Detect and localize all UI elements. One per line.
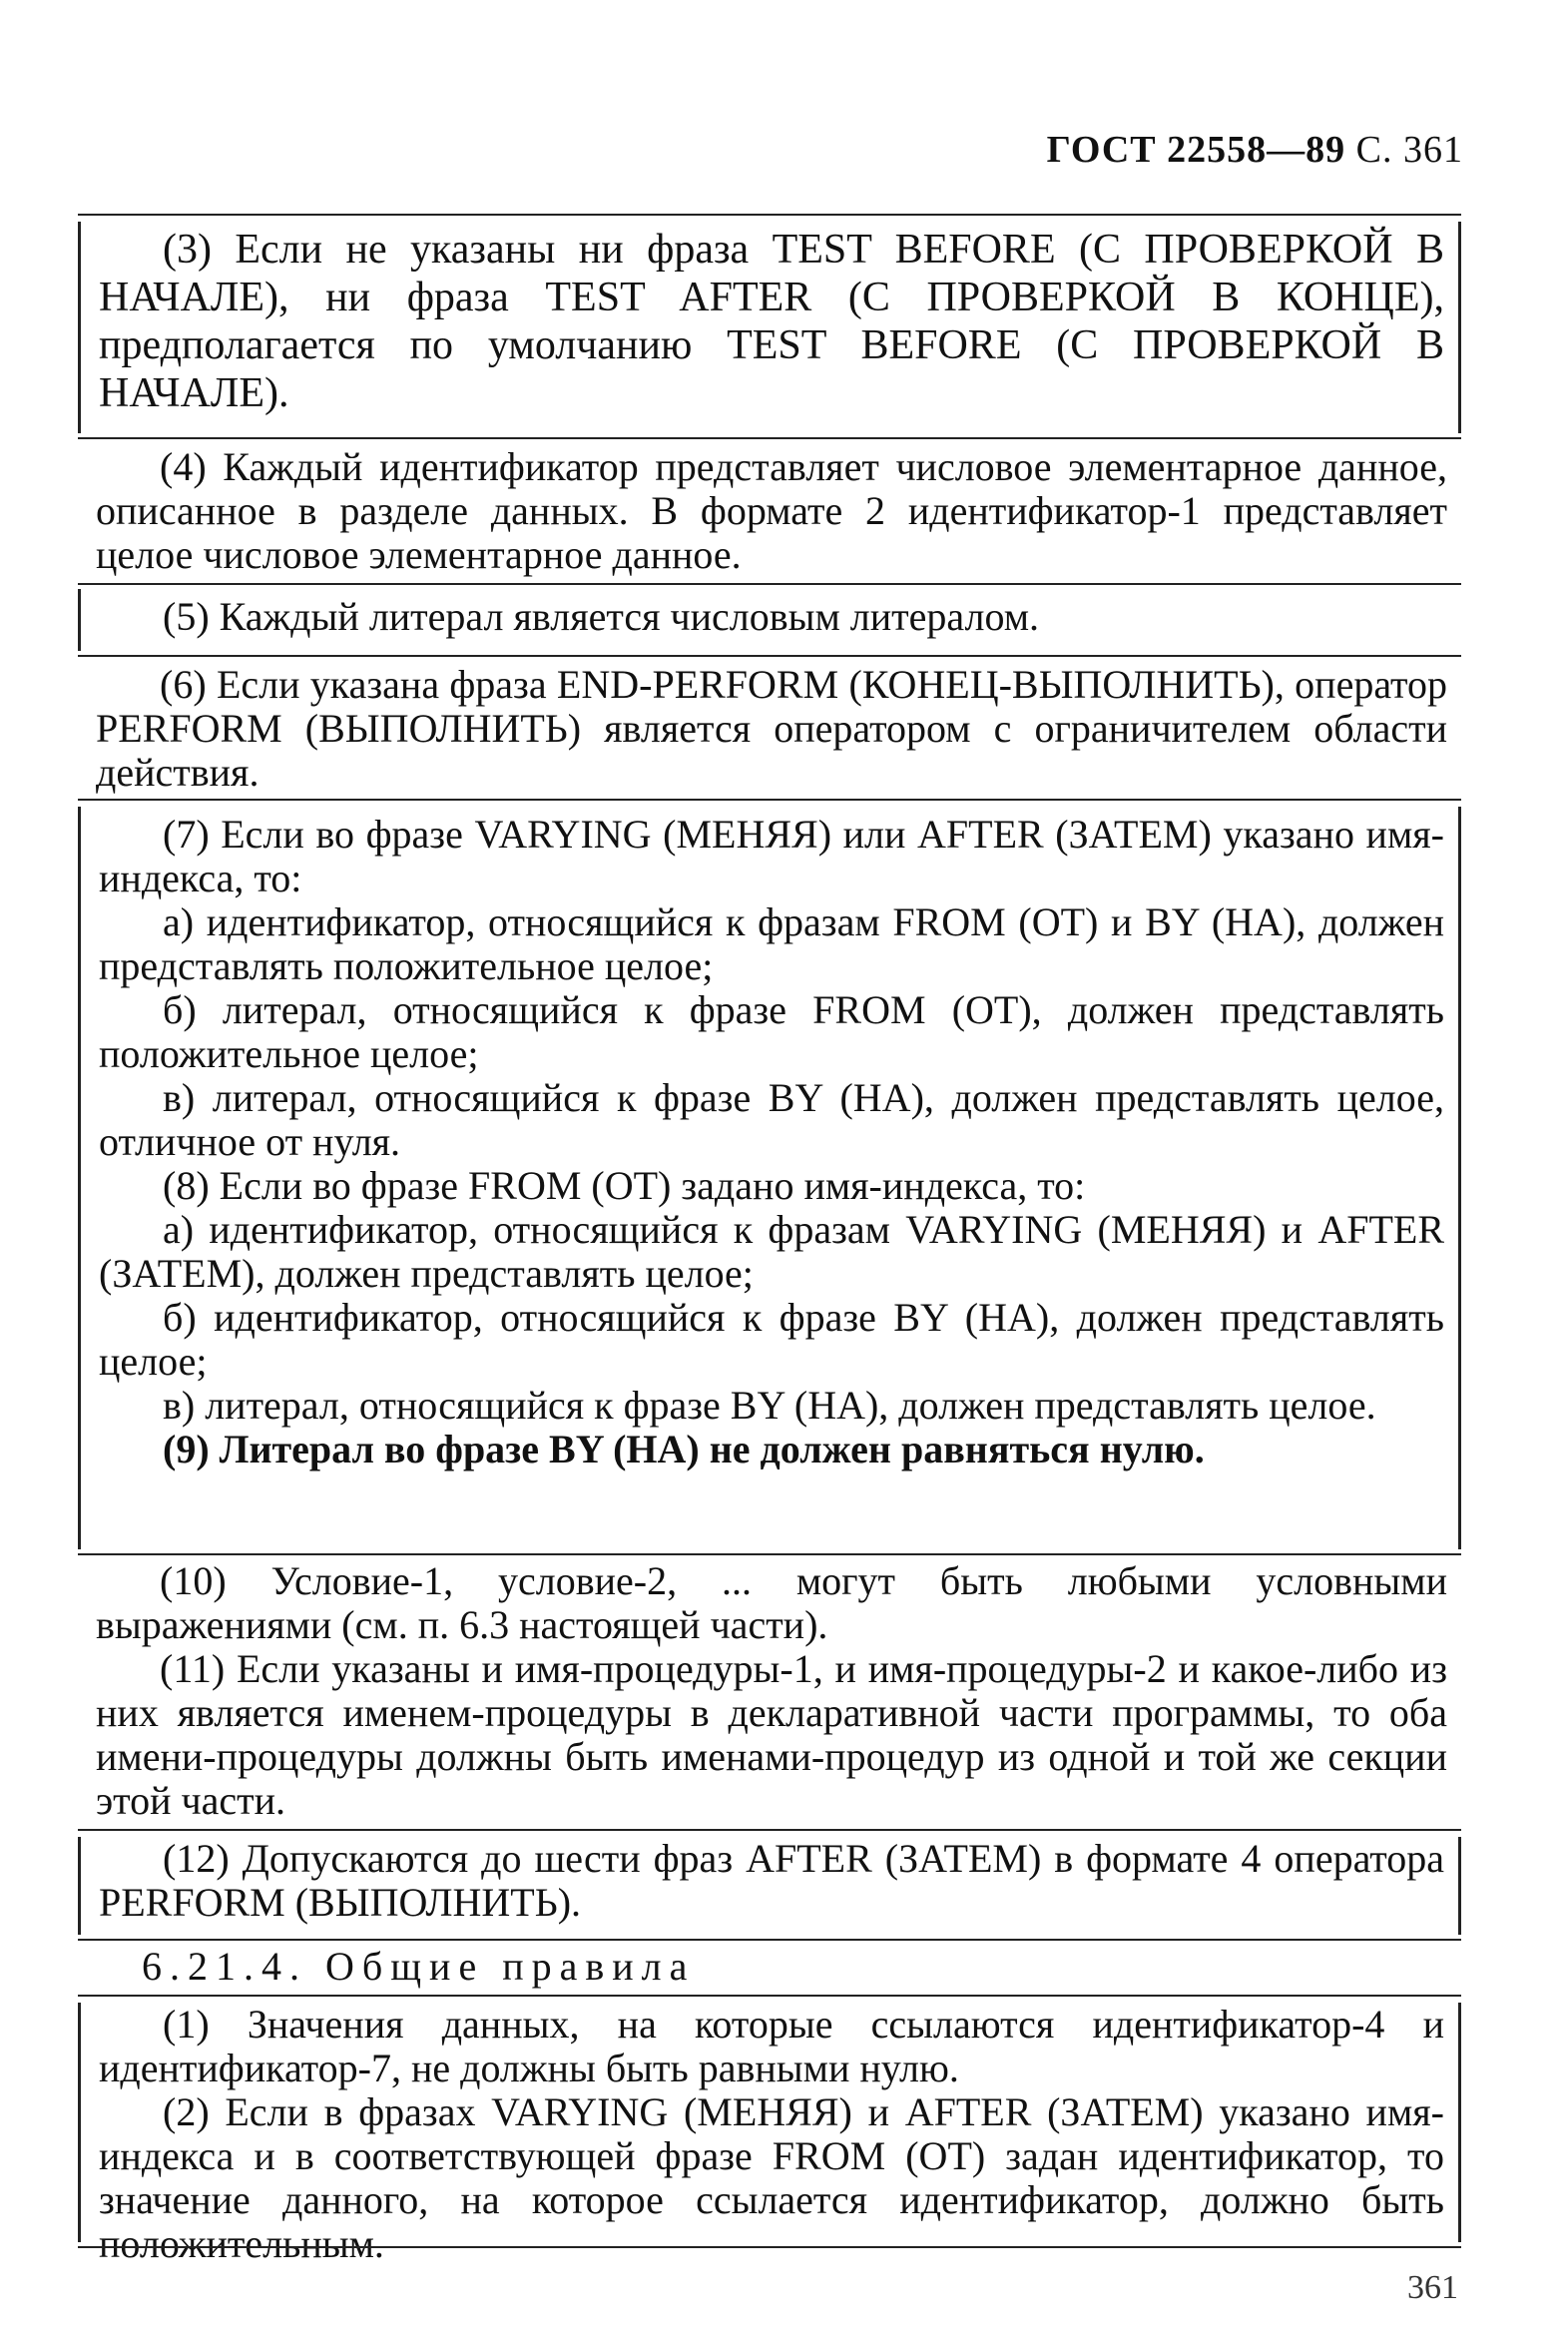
divider bbox=[78, 1995, 1461, 1997]
divider bbox=[78, 2246, 1461, 2248]
divider bbox=[78, 214, 1461, 216]
paragraph-12: (12) Допускаются до шести фраз AFTER (ЗАТЕМ) в формате 4 оператора PERFORM (ВЫПОЛНИТЬ). bbox=[99, 1836, 1444, 1925]
paragraph-10: (10) Условие-1, условие-2, ... могут быть любыми условными выражениями (см. п. 6.3 настоящей части). bbox=[96, 1558, 1447, 1647]
boxed-paragraph-12 bbox=[78, 1837, 1461, 1935]
divider bbox=[78, 583, 1461, 585]
paragraph-8a: а) идентификатор, относящийся к фразам VARYING (МЕНЯЯ) и AFTER (ЗАТЕМ), должен представлять целое; bbox=[99, 1207, 1444, 1296]
divider bbox=[78, 655, 1461, 657]
divider bbox=[78, 437, 1461, 439]
divider bbox=[78, 1553, 1461, 1555]
boxed-general-rules bbox=[78, 2002, 1461, 2266]
header-page: С. 361 bbox=[1355, 129, 1463, 171]
gost-number: ГОСТ 22558—89 bbox=[1046, 129, 1346, 171]
paragraph-9: (9) Литерал во фразе BY (НА) не должен равняться нулю. bbox=[163, 1427, 1205, 1471]
paragraph-7: (7) Если во фразе VARYING (МЕНЯЯ) или AFTER (ЗАТЕМ) указано имя-индекса, то: bbox=[99, 812, 1444, 900]
paragraph-6: (6) Если указана фраза END-PERFORM (КОНЕЦ-ВЫПОЛНИТЬ), оператор PERFORM (ВЫПОЛНИТЬ) является оператором с ограничителем области действия. bbox=[96, 662, 1447, 795]
footer-page-number: 361 bbox=[1407, 2269, 1458, 2306]
paragraphs-10-11 bbox=[78, 1559, 1461, 1823]
boxed-paragraph-3 bbox=[78, 222, 1461, 433]
paragraph-8b: б) идентификатор, относящийся к фразе BY (НА), должен представлять целое; bbox=[99, 1295, 1444, 1384]
divider bbox=[78, 1829, 1461, 1831]
general-rule-1: (1) Значения данных, на которые ссылаются идентификатор-4 и идентификатор-7, не должны быть равными нулю. bbox=[99, 2002, 1444, 2090]
divider bbox=[78, 1939, 1461, 1941]
paragraph-3: (3) Если не указаны ни фраза TEST BEFORE (С ПРОВЕРКОЙ В НАЧАЛЕ), ни фраза TEST AFTER (С ПРОВЕРКОЙ В КОНЦЕ), предполагается по умолчанию TEST BEFORE (С ПРОВЕРКОЙ В НАЧАЛЕ). bbox=[99, 227, 1444, 416]
paragraph-8: (8) Если во фразе FROM (ОТ) задано имя-индекса, то: bbox=[163, 1163, 1086, 1208]
page-header bbox=[1047, 128, 1463, 172]
boxed-paragraphs-7-9 bbox=[78, 807, 1461, 1549]
general-rule-2: (2) Если в фразах VARYING (МЕНЯЯ) и AFTER (ЗАТЕМ) указано имя-индекса и в соответствующей фразе FROM (ОТ) задан идентификатор, то значение данного, на которое ссылается идентификатор, должно быть положительным. bbox=[99, 2089, 1444, 2266]
paragraph-7b: б) литерал, относящийся к фразе FROM (ОТ), должен представлять положительное целое; bbox=[99, 987, 1444, 1076]
paragraph-5: (5) Каждый литерал является числовым литералом. bbox=[163, 594, 1040, 639]
paragraph-11: (11) Если указаны и имя-процедуры-1, и имя-процедуры-2 и какое-либо из них является именем-процедуры в декларативной части программы, то оба имени-процедуры должны быть именами-процедур из одной и той же секции этой части. bbox=[96, 1646, 1447, 1823]
paragraph-7a: а) идентификатор, относящийся к фразам FROM (ОТ) и BY (НА), должен представлять положительное целое; bbox=[99, 899, 1444, 988]
section-heading: 6.21.4. Общие правила bbox=[142, 1944, 696, 1989]
paragraph-7c: в) литерал, относящийся к фразе BY (НА), должен представлять целое, отличное от нуля. bbox=[99, 1075, 1444, 1164]
boxed-paragraph-5 bbox=[78, 589, 1461, 651]
paragraph-4: (4) Каждый идентификатор представляет числовое элементарное данное, описанное в разделе данных. В формате 2 идентификатор-1 представляет целое числовое элементарное данное. bbox=[96, 444, 1447, 577]
paragraph-8c: в) литерал, относящийся к фразе BY (НА), должен представлять целое. bbox=[163, 1383, 1376, 1428]
paragraph-4-block bbox=[78, 445, 1461, 577]
paragraph-6-block bbox=[78, 663, 1461, 795]
divider bbox=[78, 799, 1461, 801]
